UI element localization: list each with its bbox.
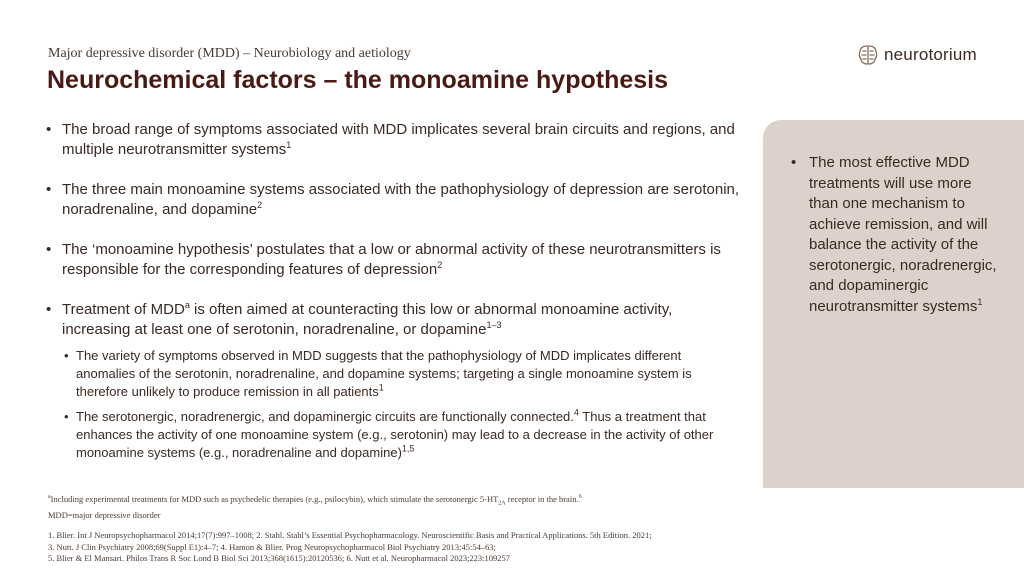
main-content [44, 120, 744, 482]
bullet-item: • The broad range of symptoms associated with MDD implicates several brain circuits and regions, and multiple neurotransmitter systems$^1$ [44, 120, 744, 160]
bullet-item: • The three main monoamine systems associated with the pathophysiology of depression are serotonin, noradrenaline, and dopamine$^2$ [44, 180, 744, 220]
sub-bullet-item: • The variety of symptoms observed in MDD suggests that the pathophysiology of MDD implicates different anomalies of the serotonin, noradrenaline, and dopamine systems; targeting a single monoamine system is therefore unlikely to produce remission in all patients$^1$ [62, 347, 744, 401]
footnotes [48, 494, 748, 521]
bullet-item: • Treatment of MDD$^a$ is often aimed at counteracting this low or abnormal monoamine activity, increasing at least one of serotonin, noradrenaline, or dopamine$^{1-3}$ • The variety of symptoms observed in MDD suggests that the pathophysiology of MDD implicates different anomalies of the serotonin, noradrenaline, and dopamine systems; targeting a single monoamine system is therefore unlikely to produce remission in all patients$^1$ • The serotonergic, noradrenergic, and dopaminergic circuits are functionally connected.$^4$ Thus a treatment that enhances the activity of one monoamine system (e.g., serotonin) may lead to a decrease in the activity of other monoamine systems (e.g., noradrenaline and dopamine)$^{1,5}$ [44, 300, 744, 462]
footnote-a: $^a$Including experimental treatments for MDD such as psychedelic therapies (e.g., psilocybin), which stimulate the serotonergic $5-HT_{2A}$ receptor in the brain.$^6$ [48, 494, 582, 507]
section-kicker: Major depressive disorder (MDD) – Neurobiology and aetiology [48, 46, 411, 61]
slide-title: Neurochemical factors – the monoamine hypothesis [47, 66, 668, 94]
takeaway-text: • The most effective MDD treatments will use more than one mechanism to achieve remission, and will balance the activity of the serotonergic, noradrenergic, and dopaminergic neurotransmitter systems$^1$ [809, 153, 1004, 317]
sub-bullet-item: • The serotonergic, noradrenergic, and dopaminergic circuits are functionally connected.$^4$ Thus a treatment that enhances the activity of one monoamine system (e.g., serotonin) may lead to a decrease in the activity of other monoamine systems (e.g., noradrenaline and dopamine)$^{1,5}$ [62, 408, 744, 462]
key-takeaway-panel [763, 120, 1024, 488]
brand-name: neurotorium [884, 45, 977, 64]
abbreviations: MDD=major depressive disorder [48, 509, 161, 520]
bullet-item: • The ‘monoamine hypothesis’ postulates that a low or abnormal activity of these neurotransmitters is responsible for the corresponding features of depression$^2$ [44, 240, 744, 280]
bullet-list [44, 120, 744, 462]
reference-line: 3. Nutt. J Clin Psychiatry 2008;69(Suppl E1):4–7; 4. Hamon & Blier. Prog Neuropsychopharmacol Biol Psychiatry 2013;45:54–63; [48, 541, 496, 552]
sub-bullet-list [62, 347, 744, 462]
brand-logo [858, 44, 977, 66]
references [48, 530, 788, 565]
brain-logo-icon [858, 44, 878, 66]
reference-line: 5. Blier & El Mansari. Philos Trans R Soc Lond B Biol Sci 2013;368(1615):20120536; 6. Nutt et al. Neuropharmacol 2023;223:109257 [48, 553, 511, 563]
reference-line: 1. Blier. Int J Neuropsychopharmacol 2014;17(7):997–1008; 2. Stahl. Stahl’s Essential Psychopharmacology. Neuroscientific Basis and Practical Applications. 5th Edition. 2021; [48, 530, 652, 540]
